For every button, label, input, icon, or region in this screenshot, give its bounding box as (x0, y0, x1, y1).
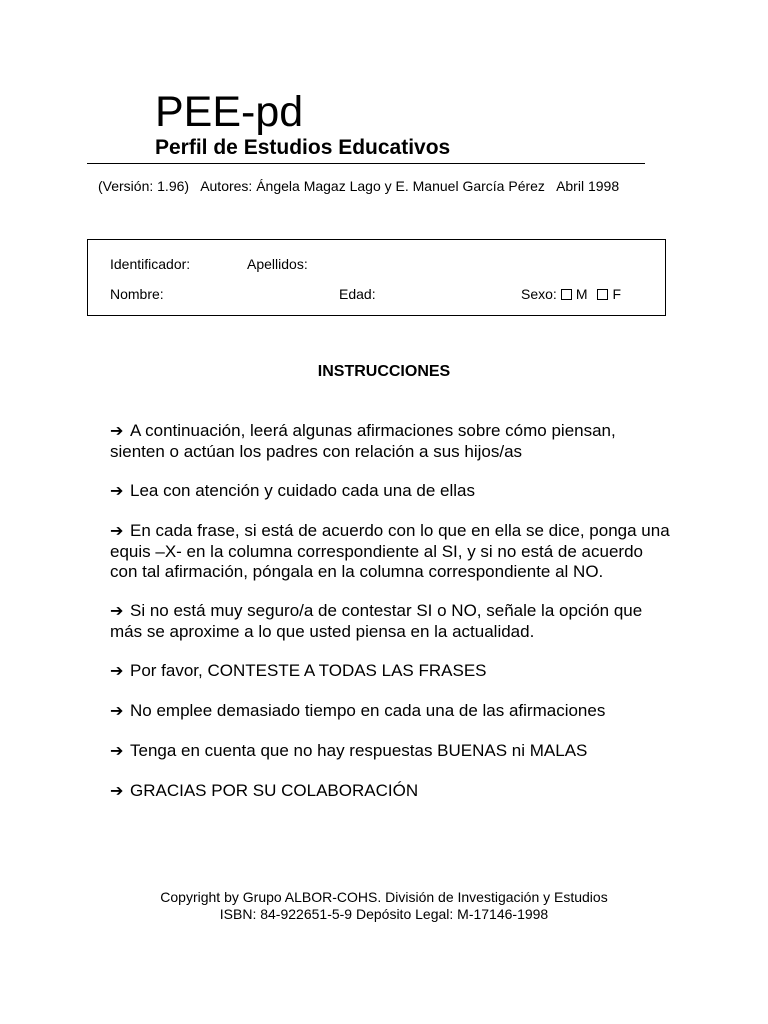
instruction-item (110, 521, 670, 582)
sex-female-label: F (612, 286, 622, 302)
document-meta (98, 177, 627, 195)
instruction-item (110, 741, 670, 762)
sex-male-checkbox[interactable] (561, 289, 572, 300)
identifier-field[interactable]: Identificador: (110, 256, 191, 272)
arrow-right-icon: ➔ (110, 743, 124, 760)
instruction-item (110, 421, 670, 462)
date-text: Abril 1998 (556, 178, 620, 194)
age-field[interactable]: Edad: (339, 286, 376, 302)
document-title: PEE-pd (155, 88, 304, 136)
arrow-right-icon: ➔ (110, 483, 124, 500)
arrow-right-icon: ➔ (110, 783, 124, 800)
name-field[interactable]: Nombre: (110, 286, 164, 302)
sex-label: Sexo: (521, 286, 557, 302)
arrow-right-icon: ➔ (110, 603, 124, 620)
title-divider (87, 163, 645, 164)
authors-text: Autores: Ángela Magaz Lago y E. Manuel García Pérez (200, 178, 545, 194)
instructions-list (110, 421, 670, 821)
instruction-item (110, 481, 670, 502)
instruction-text: No emplee demasiado tiempo en cada una de las afirmaciones (130, 701, 606, 720)
sex-field (521, 285, 621, 303)
instruction-text: En cada frase, si está de acuerdo con lo que en ella se dice, ponga una equis –X- en la columna correspondiente al SI, y si no está de acuerdo con tal afirmación, póngala en la columna correspondiente al NO. (110, 521, 670, 581)
instruction-text: Tenga en cuenta que no hay respuestas BUENAS ni MALAS (130, 741, 588, 760)
instruction-text: Por favor, CONTESTE A TODAS LAS FRASES (130, 661, 487, 680)
instruction-text: Si no está muy seguro/a de contestar SI o NO, señale la opción que más se aproxime a lo que usted piensa en la actualidad. (110, 601, 643, 641)
copyright-text: Copyright by Grupo ALBOR-COHS. División de Investigación y Estudios (160, 889, 608, 905)
instruction-item (110, 601, 670, 642)
sex-female-checkbox[interactable] (597, 289, 608, 300)
instruction-item (110, 781, 670, 802)
instruction-text: GRACIAS POR SU COLABORACIÓN (130, 781, 419, 800)
instructions-heading: INSTRUCCIONES (317, 363, 451, 380)
identification-box (87, 239, 666, 316)
surnames-field[interactable]: Apellidos: (247, 256, 308, 272)
arrow-right-icon: ➔ (110, 423, 124, 440)
sex-male-label: M (575, 286, 588, 302)
instruction-text: A continuación, leerá algunas afirmaciones sobre cómo piensan, sienten o actúan los padres con relación a sus hijos/as (110, 421, 616, 461)
arrow-right-icon: ➔ (110, 703, 124, 720)
instruction-item (110, 661, 670, 682)
instruction-item (110, 701, 670, 722)
instruction-text: Lea con atención y cuidado cada una de ellas (130, 481, 475, 500)
isbn-text: ISBN: 84-922651-5-9 Depósito Legal: M-17146-1998 (219, 906, 549, 922)
document-subtitle: Perfil de Estudios Educativos (155, 136, 451, 159)
version-text: (Versión: 1.96) (98, 178, 190, 194)
arrow-right-icon: ➔ (110, 523, 124, 540)
arrow-right-icon: ➔ (110, 663, 124, 680)
